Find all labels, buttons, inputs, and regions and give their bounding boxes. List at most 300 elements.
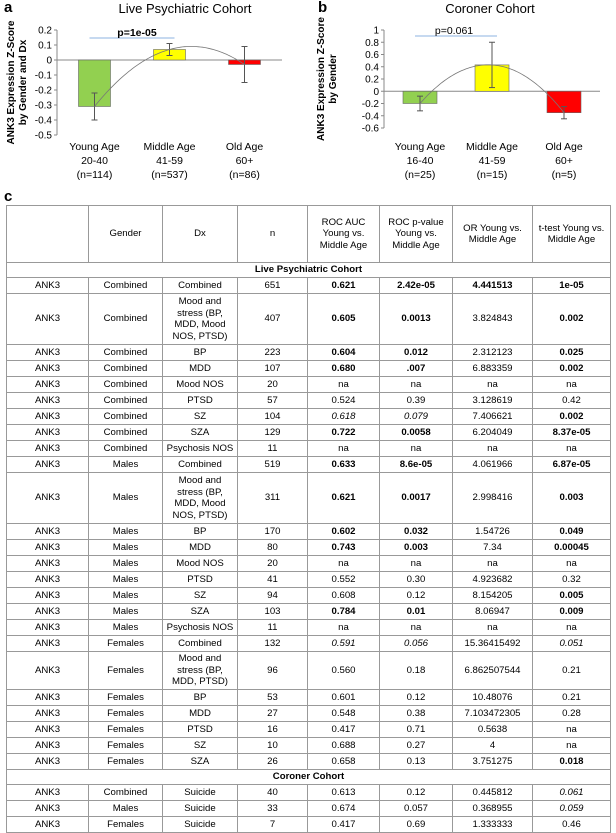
column-header (7, 206, 89, 263)
table-cell: na (533, 722, 611, 738)
table-cell: 0.417 (308, 722, 380, 738)
table-cell: 1.54726 (453, 524, 533, 540)
table-cell: ANK3 (7, 393, 89, 409)
table-row (7, 457, 611, 473)
table-cell: 651 (238, 278, 308, 294)
table-cell: 11 (238, 620, 308, 636)
table-cell: 519 (238, 457, 308, 473)
table-cell: Males (89, 572, 163, 588)
table-cell: 4.061966 (453, 457, 533, 473)
table-cell: 0.445812 (453, 785, 533, 801)
table-cell: 20 (238, 556, 308, 572)
table-cell: 0.32 (533, 572, 611, 588)
table-cell: 0.621 (308, 473, 380, 524)
table-cell: 4.441513 (453, 278, 533, 294)
table-row (7, 785, 611, 801)
table-cell: 107 (238, 361, 308, 377)
table-cell: 41 (238, 572, 308, 588)
table-cell: Females (89, 706, 163, 722)
table-cell: 0.051 (533, 636, 611, 652)
table-cell: SZ (163, 588, 238, 604)
table-row (7, 524, 611, 540)
category-label: (n=537) (151, 169, 188, 181)
table-cell: Females (89, 652, 163, 690)
table-cell: na (308, 620, 380, 636)
chart-a (0, 0, 300, 200)
table-row (7, 817, 611, 833)
table-cell: na (380, 556, 453, 572)
category-label: Young Age (69, 141, 120, 153)
table-cell: 1e-05 (533, 278, 611, 294)
table-cell: BP (163, 345, 238, 361)
table-row (7, 441, 611, 457)
pvalue-label: p=1e-05 (117, 27, 157, 39)
table-cell: Psychosis NOS (163, 441, 238, 457)
table-cell: ANK3 (7, 604, 89, 620)
table-cell: 96 (238, 652, 308, 690)
column-header: Dx (163, 206, 238, 263)
table-row (7, 556, 611, 572)
table-cell: Males (89, 457, 163, 473)
table-cell: ANK3 (7, 294, 89, 345)
table-cell: 0.560 (308, 652, 380, 690)
table-cell: 407 (238, 294, 308, 345)
table-cell: na (308, 556, 380, 572)
table-cell: ANK3 (7, 801, 89, 817)
category-label: 41-59 (478, 155, 506, 167)
table-cell: Males (89, 473, 163, 524)
table-cell: 0.18 (380, 652, 453, 690)
y-tick-label: 0.2 (38, 25, 52, 37)
column-header: Gender (89, 206, 163, 263)
table-cell: Combined (89, 441, 163, 457)
table-cell: .007 (380, 361, 453, 377)
y-tick-label: -0.6 (361, 123, 379, 135)
table-cell: 3.751275 (453, 754, 533, 770)
table-cell: Females (89, 722, 163, 738)
table-cell: 2.312123 (453, 345, 533, 361)
panel-c-letter: c (4, 188, 13, 205)
table-cell: ANK3 (7, 473, 89, 524)
table-cell: na (308, 377, 380, 393)
category-label: 60+ (235, 155, 254, 167)
table-row (7, 425, 611, 441)
y-tick-label: 0 (373, 86, 379, 98)
chart-b (310, 0, 616, 200)
table-cell: Females (89, 690, 163, 706)
table-cell: 6.862507544 (453, 652, 533, 690)
table-cell: 0.368955 (453, 801, 533, 817)
table-cell: 311 (238, 473, 308, 524)
category-label: Old Age (545, 141, 583, 153)
table-cell: 7.34 (453, 540, 533, 556)
table-cell: na (380, 441, 453, 457)
table-cell: 0.633 (308, 457, 380, 473)
category-label: (n=86) (229, 169, 260, 181)
table-cell: na (380, 620, 453, 636)
table-cell: ANK3 (7, 620, 89, 636)
table-cell: 33 (238, 801, 308, 817)
table-cell: Combined (163, 636, 238, 652)
table-cell: Mood NOS (163, 377, 238, 393)
y-tick-label: 0.1 (38, 40, 52, 52)
y-axis-label: ANK3 Expression Z-Score (316, 17, 327, 141)
section-header: Live Psychiatric Cohort (7, 263, 611, 278)
table-cell: 0.674 (308, 801, 380, 817)
table-cell: ANK3 (7, 278, 89, 294)
table-cell: 0.5638 (453, 722, 533, 738)
y-tick-label: -0.2 (34, 85, 52, 97)
table-cell: 0.057 (380, 801, 453, 817)
table-cell: Combined (89, 294, 163, 345)
table-cell: 0.417 (308, 817, 380, 833)
table-cell: Mood NOS (163, 556, 238, 572)
table-cell: Combined (89, 377, 163, 393)
table-cell: 0.608 (308, 588, 380, 604)
table-cell: Psychosis NOS (163, 620, 238, 636)
table-cell: Males (89, 588, 163, 604)
table-cell: 6.204049 (453, 425, 533, 441)
table-cell: Combined (89, 393, 163, 409)
table-cell: 27 (238, 706, 308, 722)
category-label: 41-59 (156, 155, 183, 167)
table-cell: 132 (238, 636, 308, 652)
table-row (7, 393, 611, 409)
table-cell: 0.009 (533, 604, 611, 620)
table-row (7, 540, 611, 556)
table-cell: Combined (89, 425, 163, 441)
table-cell: ANK3 (7, 754, 89, 770)
table-cell: 40 (238, 785, 308, 801)
table-cell: na (533, 556, 611, 572)
table-cell: ANK3 (7, 722, 89, 738)
table-cell: SZA (163, 754, 238, 770)
table-cell: 0.743 (308, 540, 380, 556)
table-cell: 0.059 (533, 801, 611, 817)
table-cell: ANK3 (7, 817, 89, 833)
category-label: 16-40 (406, 155, 434, 167)
table-cell: 0.552 (308, 572, 380, 588)
table-cell: ANK3 (7, 588, 89, 604)
table-cell: ANK3 (7, 409, 89, 425)
table-cell: ANK3 (7, 540, 89, 556)
table-row (7, 620, 611, 636)
table-cell: 16 (238, 722, 308, 738)
table-cell: Suicide (163, 801, 238, 817)
table-cell: 20 (238, 377, 308, 393)
table-cell: 0.28 (533, 706, 611, 722)
table-cell: MDD (163, 706, 238, 722)
table-cell: 0.688 (308, 738, 380, 754)
y-tick-label: -0.4 (361, 111, 379, 123)
table-cell: SZ (163, 738, 238, 754)
table-cell: 0.69 (380, 817, 453, 833)
table-row (7, 361, 611, 377)
table-row (7, 377, 611, 393)
table-cell: 0.002 (533, 294, 611, 345)
table-cell: 0.012 (380, 345, 453, 361)
table-cell: na (533, 738, 611, 754)
table-cell: ANK3 (7, 690, 89, 706)
category-label: (n=5) (551, 169, 577, 181)
category-label: (n=25) (404, 169, 436, 181)
table-cell: 11 (238, 441, 308, 457)
column-header: ROC p-value Young vs. Middle Age (380, 206, 453, 263)
panel-b-letter: b (318, 0, 328, 16)
table-cell: 0.613 (308, 785, 380, 801)
table-cell: 0.12 (380, 690, 453, 706)
table-cell: 94 (238, 588, 308, 604)
panel-a-letter: a (4, 0, 13, 16)
table-cell: SZ (163, 409, 238, 425)
table-cell: 7.406621 (453, 409, 533, 425)
table-cell: 15.36415492 (453, 636, 533, 652)
table-cell: 0.025 (533, 345, 611, 361)
table-cell: SZA (163, 425, 238, 441)
y-axis-label: by Gender and Dx (18, 39, 29, 126)
table-cell: 0.680 (308, 361, 380, 377)
table-cell: Females (89, 754, 163, 770)
table-cell: 0.0017 (380, 473, 453, 524)
table-cell: 0.602 (308, 524, 380, 540)
table-cell: 10 (238, 738, 308, 754)
table-cell: na (380, 377, 453, 393)
category-label: Middle Age (143, 141, 196, 153)
table-cell: Females (89, 738, 163, 754)
table-cell: Males (89, 540, 163, 556)
table-cell: MDD (163, 361, 238, 377)
table-row (7, 409, 611, 425)
table-cell: 0.722 (308, 425, 380, 441)
table-cell: 0.621 (308, 278, 380, 294)
table-cell: Mood and stress (BP, MDD, Mood NOS, PTSD) (163, 294, 238, 345)
table-cell: 6.87e-05 (533, 457, 611, 473)
table-cell: 0.46 (533, 817, 611, 833)
table-cell: 0.548 (308, 706, 380, 722)
table-cell: 0.12 (380, 588, 453, 604)
table-cell: Combined (89, 361, 163, 377)
table-cell: 0.032 (380, 524, 453, 540)
table-row (7, 294, 611, 345)
table-cell: ANK3 (7, 785, 89, 801)
table-cell: 0.018 (533, 754, 611, 770)
table-cell: na (453, 377, 533, 393)
table-cell: 4.923682 (453, 572, 533, 588)
table-row (7, 738, 611, 754)
y-tick-label: -0.4 (34, 115, 52, 127)
table-cell: 2.998416 (453, 473, 533, 524)
table-row (7, 588, 611, 604)
table-cell: 0.00045 (533, 540, 611, 556)
table-cell: na (453, 556, 533, 572)
table-cell: 0.002 (533, 361, 611, 377)
table-cell: Combined (163, 457, 238, 473)
table-cell: 26 (238, 754, 308, 770)
section-header: Coroner Cohort (7, 770, 611, 785)
table-cell: PTSD (163, 572, 238, 588)
table-cell: 104 (238, 409, 308, 425)
table-cell: 0.01 (380, 604, 453, 620)
y-tick-label: -0.1 (34, 70, 52, 82)
table-cell: ANK3 (7, 706, 89, 722)
table-cell: SZA (163, 604, 238, 620)
table-row (7, 636, 611, 652)
panel-b-title: Coroner Cohort (445, 1, 535, 16)
results-table (6, 205, 611, 833)
table-cell: 103 (238, 604, 308, 620)
category-label: (n=15) (476, 169, 508, 181)
table-cell: 0.003 (533, 473, 611, 524)
table-cell: 0.079 (380, 409, 453, 425)
table-cell: 6.883359 (453, 361, 533, 377)
table-row (7, 572, 611, 588)
category-label: Young Age (394, 141, 446, 153)
table-cell: 0.005 (533, 588, 611, 604)
table-cell: 0.27 (380, 738, 453, 754)
table-cell: 0.0058 (380, 425, 453, 441)
table-cell: 53 (238, 690, 308, 706)
table-cell: na (533, 441, 611, 457)
category-label: 20-40 (81, 155, 108, 167)
table-cell: PTSD (163, 393, 238, 409)
table-cell: 0.056 (380, 636, 453, 652)
table-cell: 0.784 (308, 604, 380, 620)
table-cell: 8.37e-05 (533, 425, 611, 441)
table-cell: Mood and stress (BP, MDD, PTSD) (163, 652, 238, 690)
table-cell: Combined (89, 785, 163, 801)
table-cell: ANK3 (7, 738, 89, 754)
column-header: t-test Young vs. Middle Age (533, 206, 611, 263)
table-cell: 0.21 (533, 652, 611, 690)
y-tick-label: -0.2 (361, 99, 379, 110)
table-cell: 0.591 (308, 636, 380, 652)
table-cell: 0.604 (308, 345, 380, 361)
table-cell: 3.128619 (453, 393, 533, 409)
table-cell: ANK3 (7, 425, 89, 441)
category-label: (n=114) (76, 169, 113, 181)
pvalue-label: p=0.061 (434, 25, 474, 37)
table-cell: 0.71 (380, 722, 453, 738)
table-cell: Suicide (163, 817, 238, 833)
table-row (7, 706, 611, 722)
table-cell: Females (89, 817, 163, 833)
y-tick-label: 0.2 (365, 74, 379, 86)
category-label: Old Age (225, 141, 264, 153)
table-cell: ANK3 (7, 636, 89, 652)
table-cell: na (453, 620, 533, 636)
table-row (7, 754, 611, 770)
table-cell: 0.002 (533, 409, 611, 425)
table-cell: MDD (163, 540, 238, 556)
table-cell: 0.658 (308, 754, 380, 770)
y-tick-label: 1 (373, 25, 379, 37)
category-label: Middle Age (466, 141, 518, 153)
table-cell: 170 (238, 524, 308, 540)
table-cell: na (533, 620, 611, 636)
table-cell: 129 (238, 425, 308, 441)
table-cell: ANK3 (7, 652, 89, 690)
y-tick-label: -0.5 (34, 130, 52, 142)
table-cell: ANK3 (7, 556, 89, 572)
y-tick-label: 0.8 (365, 37, 379, 49)
table-cell: BP (163, 524, 238, 540)
table-cell: 7.103472305 (453, 706, 533, 722)
table-cell: 0.42 (533, 393, 611, 409)
y-axis-label: by Gender (328, 54, 339, 104)
table-row (7, 801, 611, 817)
table-cell: ANK3 (7, 572, 89, 588)
table-cell: ANK3 (7, 441, 89, 457)
y-axis-label: ANK3 Expression Z-Score (6, 20, 17, 145)
table-cell: 223 (238, 345, 308, 361)
table-cell: 0.601 (308, 690, 380, 706)
table-cell: 0.21 (533, 690, 611, 706)
table-cell: na (453, 441, 533, 457)
table-row (7, 345, 611, 361)
table-cell: ANK3 (7, 457, 89, 473)
table-cell: 57 (238, 393, 308, 409)
column-header: ROC AUC Young vs. Middle Age (308, 206, 380, 263)
y-tick-label: 0.4 (365, 62, 379, 74)
table-cell: Mood and stress (BP, MDD, Mood NOS, PTSD) (163, 473, 238, 524)
table-cell: 0.605 (308, 294, 380, 345)
table-cell: na (533, 377, 611, 393)
table-cell: 8.154205 (453, 588, 533, 604)
table-cell: ANK3 (7, 377, 89, 393)
table-cell: ANK3 (7, 361, 89, 377)
table-cell: 7 (238, 817, 308, 833)
table-cell: 0.524 (308, 393, 380, 409)
panel-a-title: Live Psychiatric Cohort (118, 1, 252, 16)
table-cell: 0.30 (380, 572, 453, 588)
table-cell: Combined (89, 345, 163, 361)
table-cell: 8.06947 (453, 604, 533, 620)
table-cell: BP (163, 690, 238, 706)
table-cell: 0.618 (308, 409, 380, 425)
table-cell: Males (89, 604, 163, 620)
category-label: 60+ (555, 155, 573, 167)
table-cell: 1.333333 (453, 817, 533, 833)
table-cell: 0.003 (380, 540, 453, 556)
table-cell: Combined (89, 278, 163, 294)
table-cell: 4 (453, 738, 533, 754)
table-cell: 10.48076 (453, 690, 533, 706)
table-cell: 0.38 (380, 706, 453, 722)
table-cell: 0.061 (533, 785, 611, 801)
table-cell: 0.39 (380, 393, 453, 409)
table-cell: 3.824843 (453, 294, 533, 345)
table-cell: Males (89, 620, 163, 636)
column-header: n (238, 206, 308, 263)
table-cell: Suicide (163, 785, 238, 801)
table-cell: Males (89, 524, 163, 540)
table-row (7, 722, 611, 738)
table-cell: 2.42e-05 (380, 278, 453, 294)
table-cell: 0.13 (380, 754, 453, 770)
table-cell: Males (89, 801, 163, 817)
table-cell: 80 (238, 540, 308, 556)
table-row (7, 604, 611, 620)
table-cell: Combined (89, 409, 163, 425)
table-cell: Combined (163, 278, 238, 294)
table-row (7, 690, 611, 706)
y-tick-label: 0.6 (365, 50, 379, 61)
y-tick-label: 0 (46, 55, 52, 67)
table-cell: na (308, 441, 380, 457)
table-row (7, 278, 611, 294)
table-row (7, 473, 611, 524)
column-header: OR Young vs. Middle Age (453, 206, 533, 263)
